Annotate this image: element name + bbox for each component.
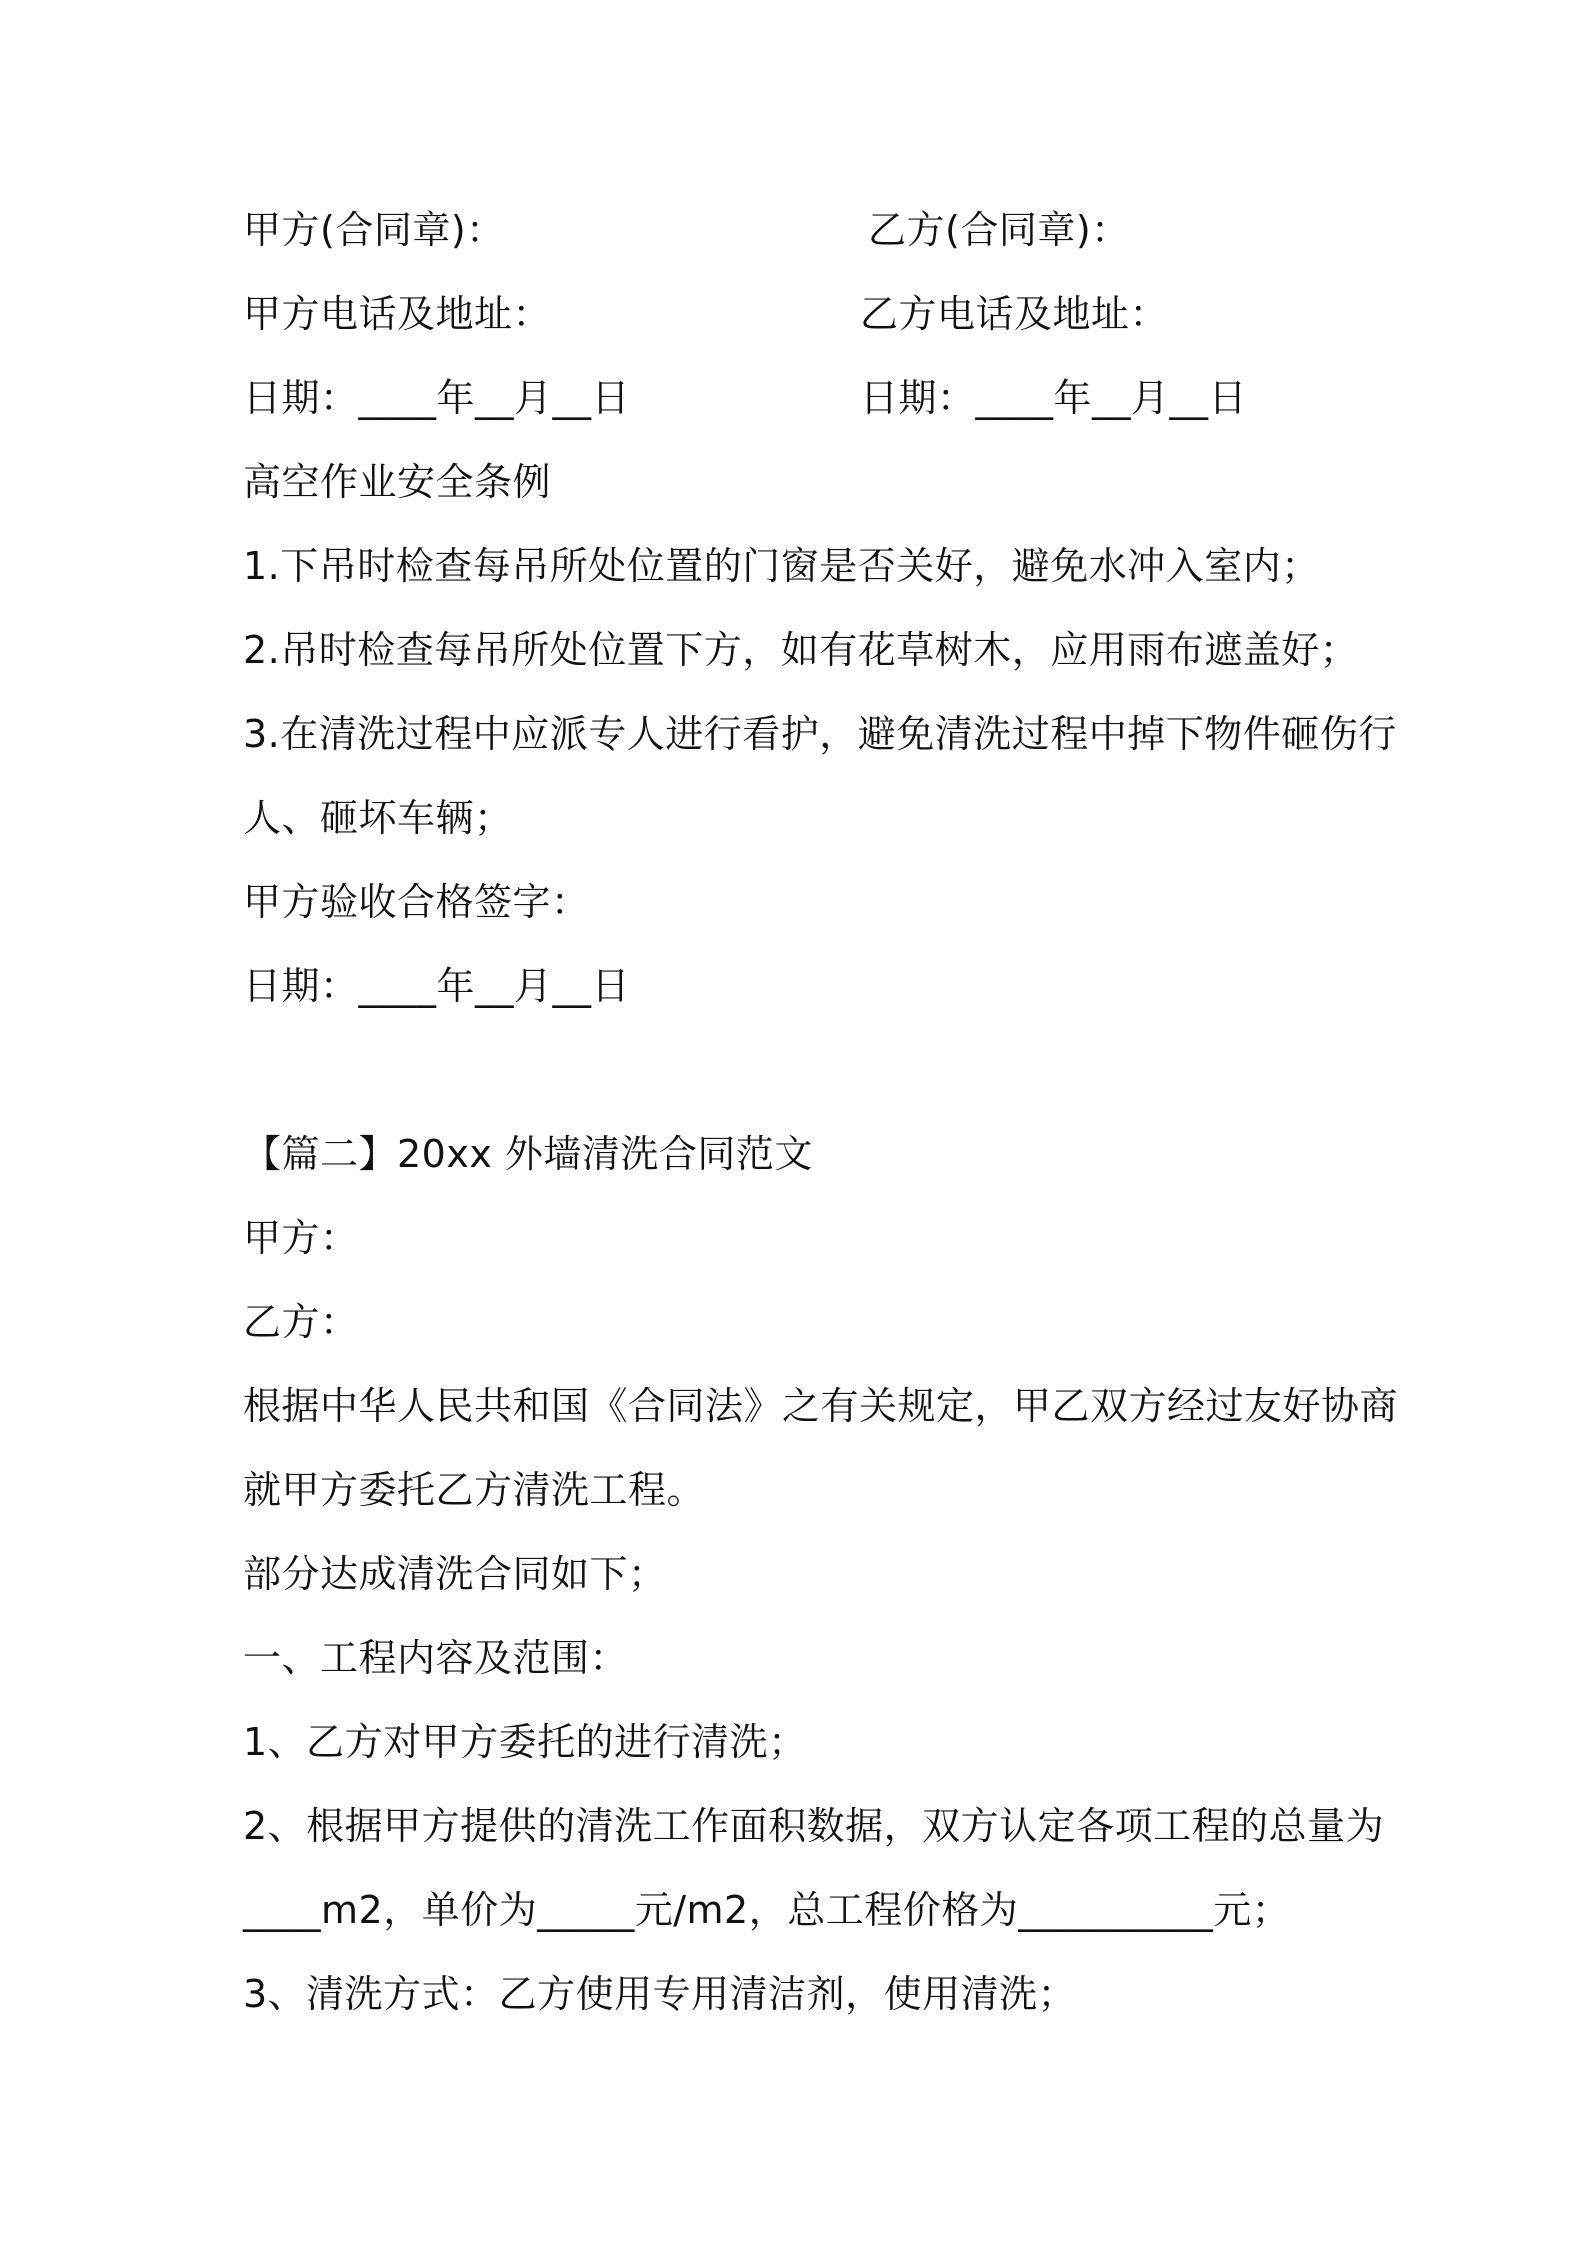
clause-2-line-2: ____m2，单价为_____元/m2，总工程价格为__________元； bbox=[243, 1888, 1291, 1932]
safety-title: 高空作业安全条例 bbox=[243, 460, 552, 504]
intro-line-1: 根据中华人民共和国《合同法》之有关规定，甲乙双方经过友好协商 bbox=[243, 1384, 1399, 1428]
safety-item-3-line-1: 3.在清洗过程中应派专人进行看护，避免清洗过程中掉下物件砸伤行 bbox=[243, 712, 1397, 756]
section-2-party-a: 甲方： bbox=[243, 1216, 359, 1260]
heading-1: 一、工程内容及范围： bbox=[243, 1636, 629, 1680]
clause-3: 3、清洗方式：乙方使用专用清洁剂，使用清洗； bbox=[243, 1972, 1077, 2016]
clause-1: 1、乙方对甲方委托的进行清洗； bbox=[243, 1720, 807, 1764]
party-a-seal-label: 甲方(合同章)： bbox=[243, 208, 505, 252]
section-2-party-b: 乙方： bbox=[243, 1300, 359, 1344]
party-a-contact-label: 甲方电话及地址： bbox=[243, 292, 552, 336]
intro-line-2: 就甲方委托乙方清洗工程。 bbox=[243, 1468, 706, 1512]
party-a-date-line: 日期：____年__月__日 bbox=[243, 376, 631, 420]
clause-2-line-1: 2、根据甲方提供的清洗工作面积数据，双方认定各项工程的总量为 bbox=[243, 1804, 1385, 1848]
safety-item-1: 1.下吊时检查每吊所处位置的门窗是否关好，避免水冲入室内； bbox=[243, 544, 1320, 588]
party-b-contact-label: 乙方电话及地址： bbox=[860, 292, 1169, 336]
acceptance-sign-label: 甲方验收合格签字： bbox=[243, 880, 590, 924]
safety-item-2: 2.吊时检查每吊所处位置下方，如有花草树木，应用雨布遮盖好； bbox=[243, 628, 1359, 672]
intro-line-3: 部分达成清洗合同如下； bbox=[243, 1552, 667, 1596]
party-b-date-line: 日期：____年__月__日 bbox=[860, 376, 1248, 420]
acceptance-date-line: 日期：____年__月__日 bbox=[243, 964, 631, 1008]
party-b-seal-label: 乙方(合同章)： bbox=[868, 208, 1130, 252]
safety-item-3-line-2: 人、砸坏车辆； bbox=[243, 796, 513, 840]
section-2-title: 【篇二】20xx 外墙清洗合同范文 bbox=[243, 1132, 813, 1176]
